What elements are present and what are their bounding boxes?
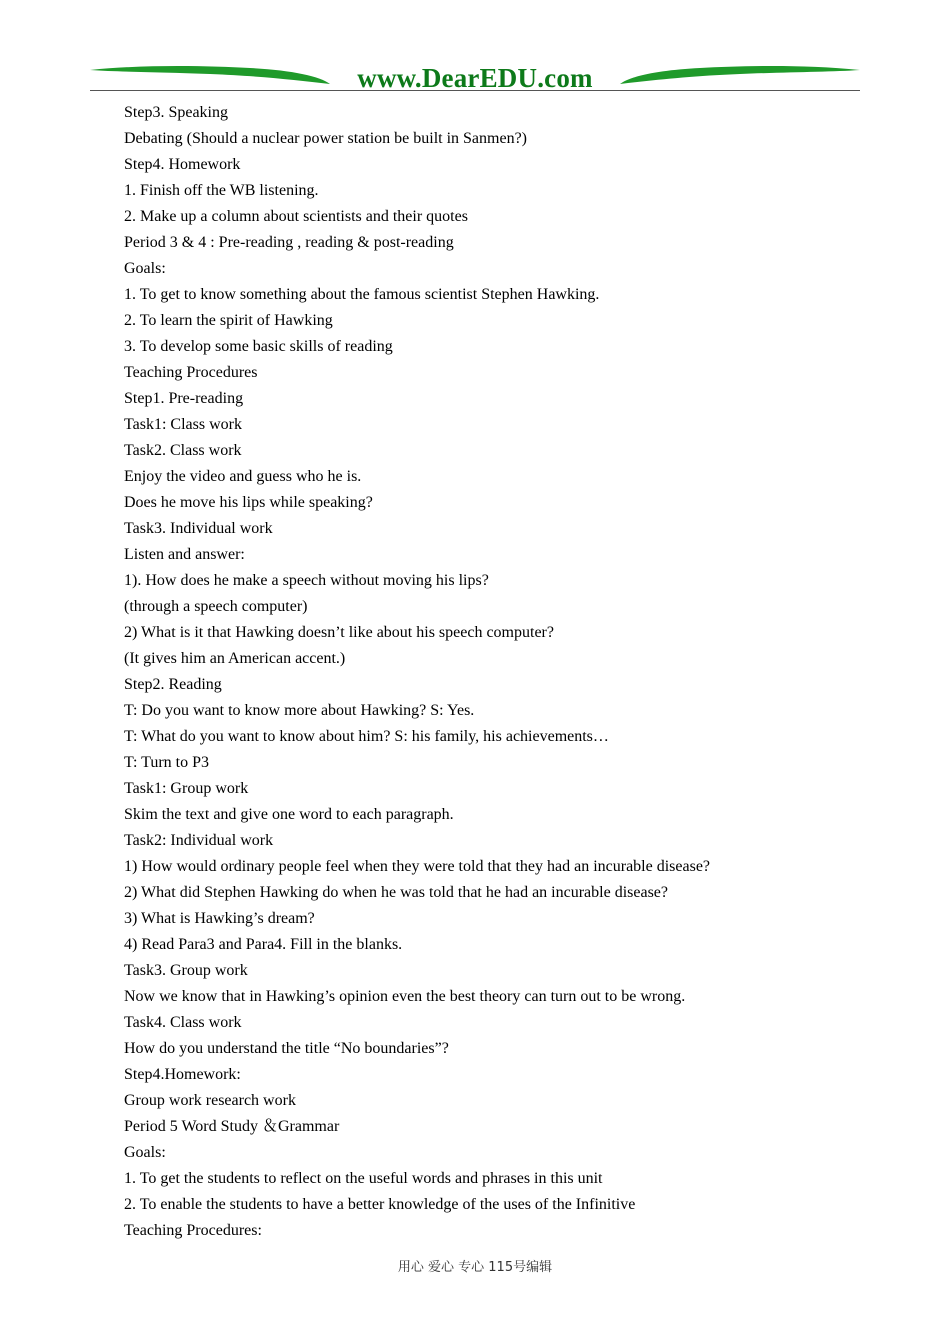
document-line: Does he move his lips while speaking? bbox=[124, 494, 373, 511]
document-line: 2) What did Stephen Hawking do when he was told that he had an incurable disease? bbox=[124, 884, 668, 901]
document-line: 1). How does he make a speech without moving his lips? bbox=[124, 572, 489, 589]
site-logo-text: www.DearEDU.com bbox=[357, 63, 593, 93]
document-line: Enjoy the video and guess who he is. bbox=[124, 468, 362, 485]
document-line: Listen and answer: bbox=[124, 546, 245, 563]
document-line: T: Turn to P3 bbox=[124, 754, 210, 771]
page-footer: 用心 爱心 专心 115号编辑 bbox=[397, 1260, 553, 1275]
document-line: 2. Make up a column about scientists and their quotes bbox=[124, 208, 468, 225]
document-line: Goals: bbox=[124, 1144, 166, 1161]
document-line: Now we know that in Hawking’s opinion even the best theory can turn out to be wrong. bbox=[124, 988, 686, 1005]
document-line: Task3. Group work bbox=[124, 962, 248, 979]
document-line: Task2: Individual work bbox=[124, 832, 274, 849]
document-line: 1. To get to know something about the famous scientist Stephen Hawking. bbox=[124, 286, 600, 303]
document-line: 2. To enable the students to have a better knowledge of the uses of the Infinitive bbox=[124, 1196, 636, 1213]
document-line: How do you understand the title “No boundaries”? bbox=[124, 1040, 449, 1057]
document-line: 4) Read Para3 and Para4. Fill in the blanks. bbox=[124, 936, 403, 953]
document-line: Period 3 & 4 : Pre-reading , reading & post-reading bbox=[124, 234, 454, 251]
document-line: Step4.Homework: bbox=[124, 1066, 241, 1083]
document-line: Task1: Group work bbox=[124, 780, 249, 797]
document-line: 2) What is it that Hawking doesn’t like about his speech computer? bbox=[124, 624, 554, 641]
document-line: Task1: Class work bbox=[124, 416, 242, 433]
document-line: 1. Finish off the WB listening. bbox=[124, 182, 319, 199]
document-line: Step3. Speaking bbox=[124, 104, 228, 121]
header-divider bbox=[90, 90, 860, 91]
document-line: Step2. Reading bbox=[124, 676, 222, 693]
document-line: 3) What is Hawking’s dream? bbox=[124, 910, 315, 927]
document-line: T: Do you want to know more about Hawking? S: Yes. bbox=[124, 702, 475, 719]
document-line: Period 5 Word Study ＆Grammar bbox=[124, 1118, 340, 1135]
document-line: Step1. Pre-reading bbox=[124, 390, 244, 407]
document-line: Debating (Should a nuclear power station be built in Sanmen?) bbox=[124, 130, 528, 147]
document-line: Step4. Homework bbox=[124, 156, 241, 173]
document-line: (through a speech computer) bbox=[124, 598, 308, 615]
document-body bbox=[124, 100, 844, 1244]
document-line: Task2. Class work bbox=[124, 442, 242, 459]
document-line: Teaching Procedures: bbox=[124, 1222, 262, 1239]
document-line: T: What do you want to know about him? S: his family, his achievements… bbox=[124, 728, 609, 745]
document-line: 2. To learn the spirit of Hawking bbox=[124, 312, 333, 329]
document-line: Task4. Class work bbox=[124, 1014, 242, 1031]
document-line: 1) How would ordinary people feel when they were told that they had an incurable disease? bbox=[124, 858, 711, 875]
document-line: 1. To get the students to reflect on the useful words and phrases in this unit bbox=[124, 1170, 603, 1187]
document-line: Task3. Individual work bbox=[124, 520, 273, 537]
document-line: Group work research work bbox=[124, 1092, 296, 1109]
document-line: Goals: bbox=[124, 260, 166, 277]
document-line: (It gives him an American accent.) bbox=[124, 650, 346, 667]
document-line: Teaching Procedures bbox=[124, 364, 258, 381]
document-line: Skim the text and give one word to each paragraph. bbox=[124, 806, 454, 823]
document-line: 3. To develop some basic skills of reading bbox=[124, 338, 393, 355]
